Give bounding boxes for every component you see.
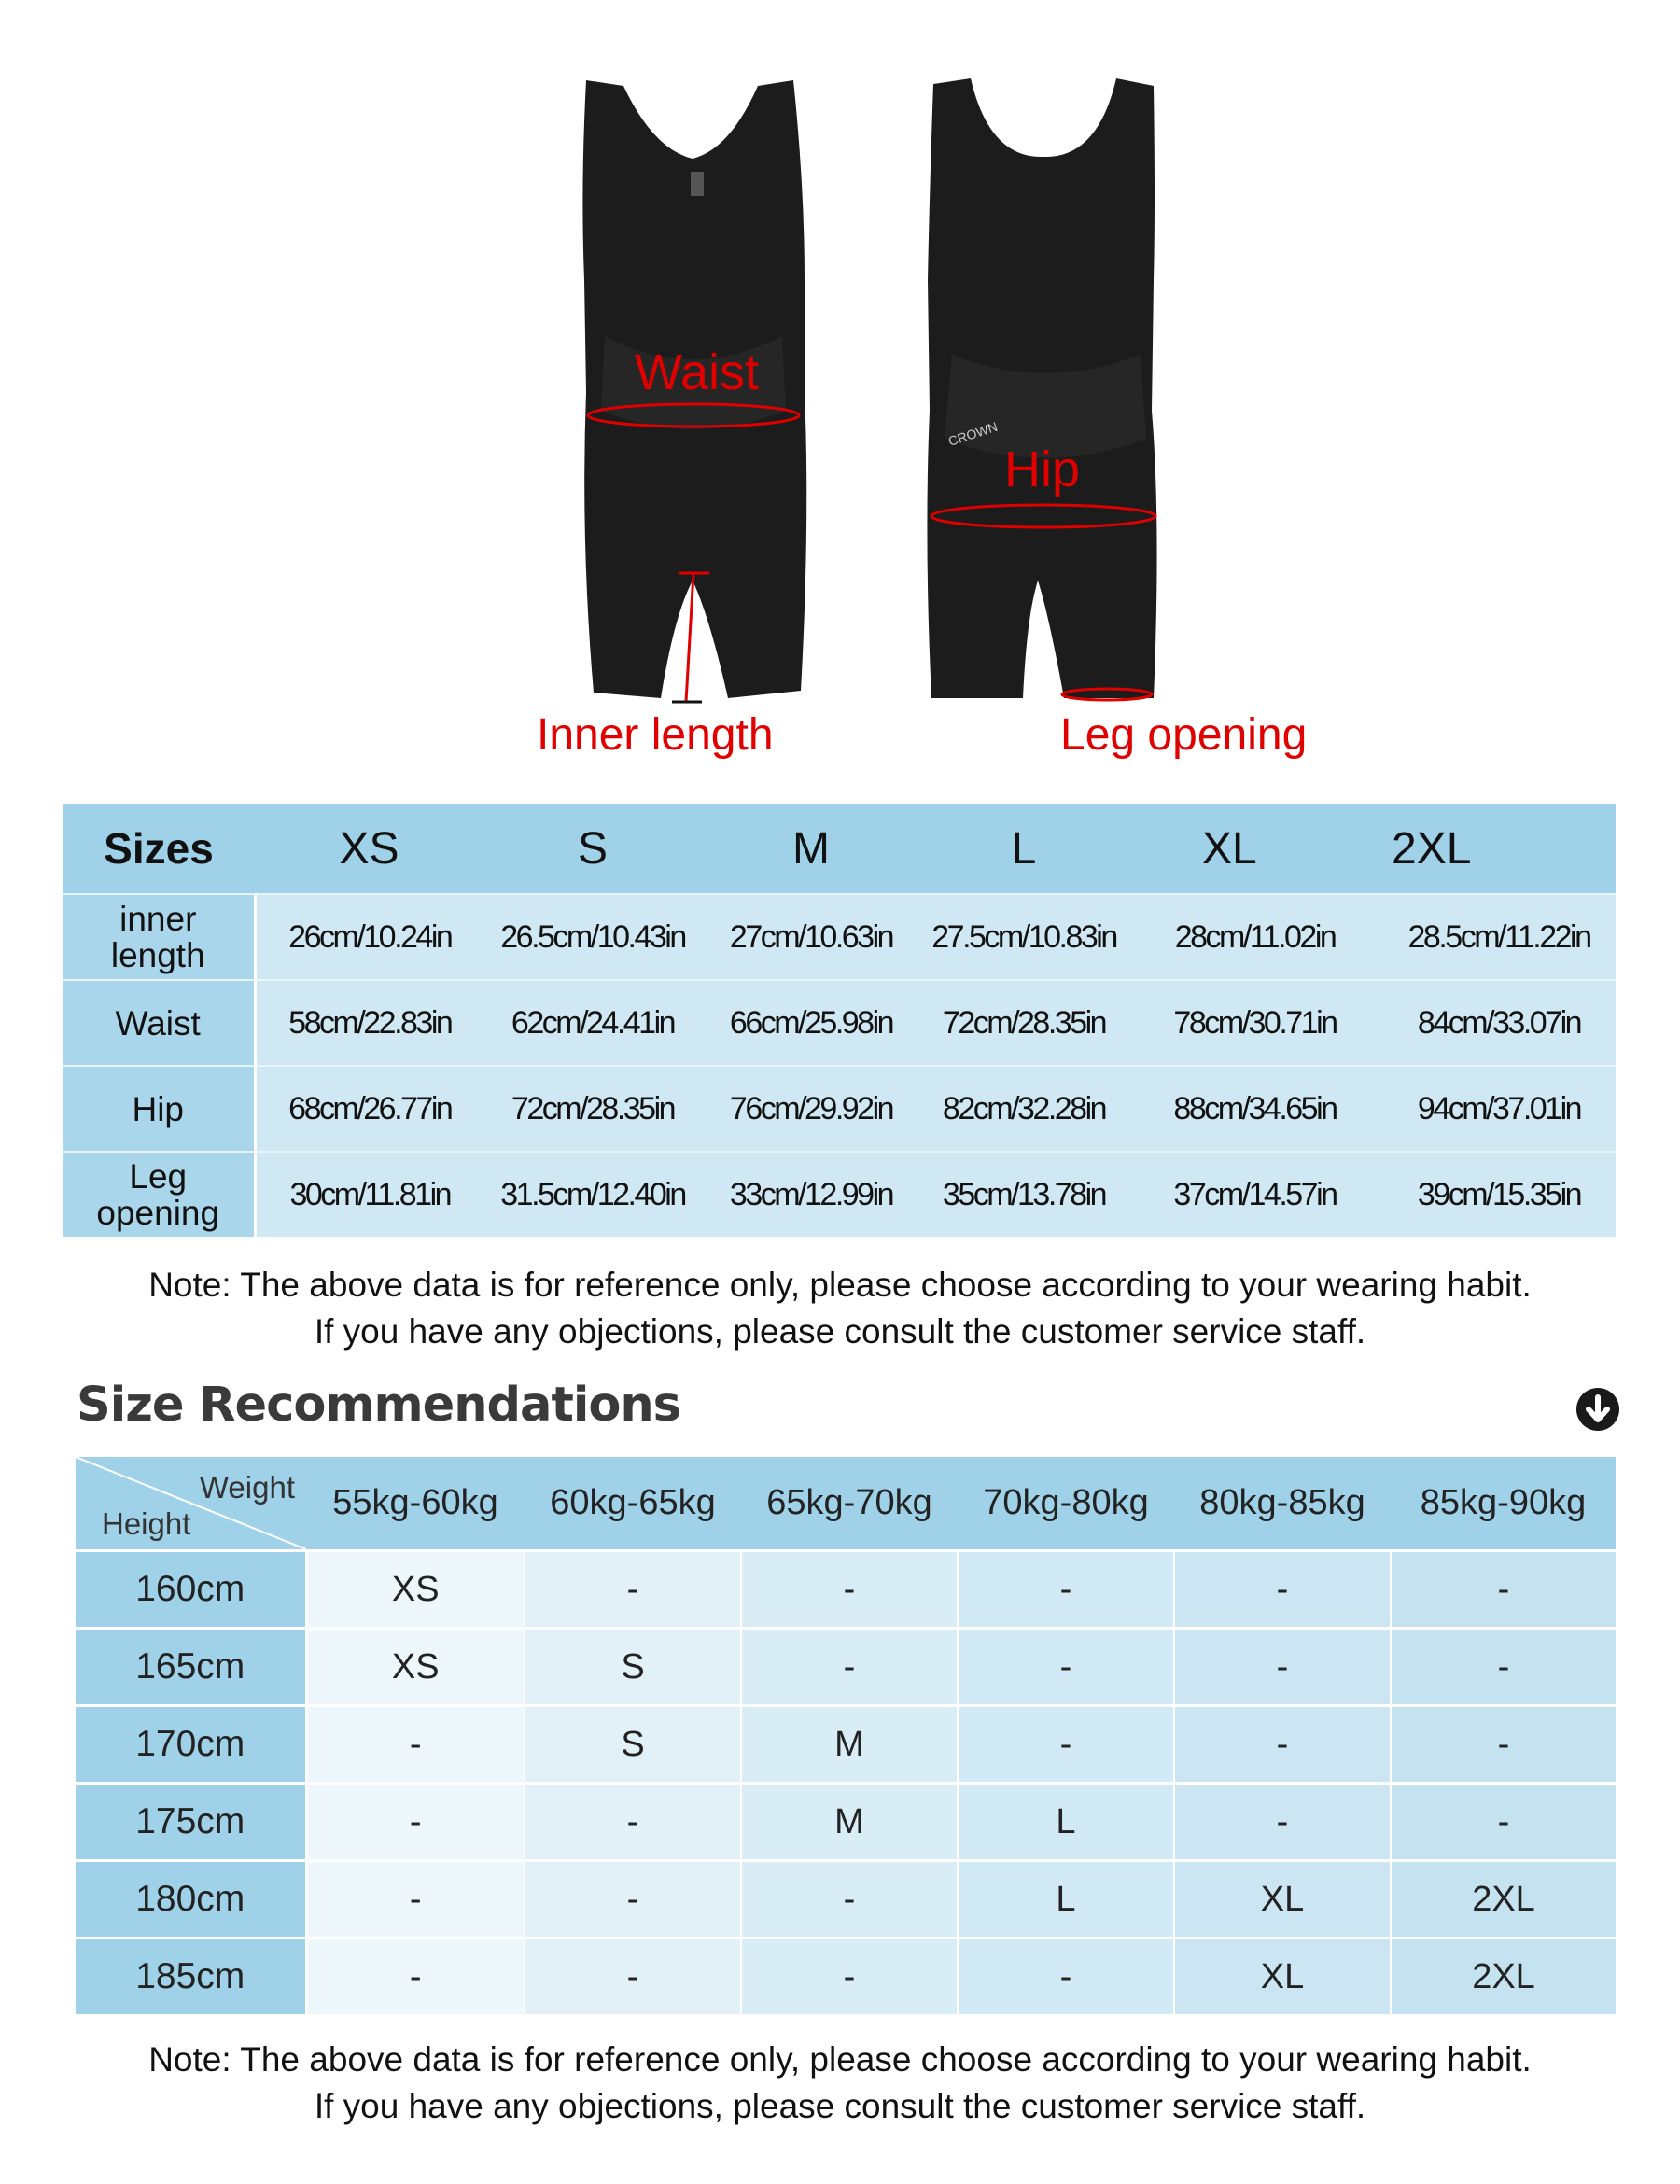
size-cell: 31.5cm/12.40in: [483, 1152, 702, 1237]
rec-cell: 2XL: [1391, 1861, 1616, 1939]
size-cell: 26.5cm/10.43in: [483, 894, 702, 980]
rec-cell: -: [1174, 1784, 1391, 1861]
rec-cell: -: [525, 1551, 741, 1629]
size-header: L: [920, 804, 1127, 894]
measure-label: Waist: [63, 980, 255, 1066]
size-cell: 27cm/10.63in: [702, 894, 920, 980]
size-cell: 82cm/32.28in: [920, 1066, 1127, 1152]
size-header: XL: [1127, 804, 1382, 894]
size-cell: 37cm/14.57in: [1127, 1152, 1382, 1237]
height-label: 175cm: [76, 1784, 306, 1861]
rec-cell: -: [525, 1784, 741, 1861]
size-row-hip: [63, 1066, 1616, 1152]
size-cell: 88cm/34.65in: [1127, 1066, 1382, 1152]
rec-cell: XS: [306, 1551, 525, 1629]
height-label: 180cm: [76, 1861, 306, 1939]
size-cell: 62cm/24.41in: [483, 980, 702, 1066]
size-cell: 35cm/13.78in: [920, 1152, 1127, 1237]
table-row: [76, 1861, 1616, 1939]
size-cell: 66cm/25.98in: [702, 980, 920, 1066]
weight-header: 55kg-60kg: [306, 1457, 525, 1551]
rec-cell: -: [525, 1861, 741, 1939]
rec-cell: -: [1391, 1629, 1616, 1706]
rec-cell: -: [1174, 1551, 1391, 1629]
weight-header: 85kg-90kg: [1391, 1457, 1616, 1551]
table-row: [76, 1939, 1616, 2015]
rec-cell: -: [741, 1629, 958, 1706]
size-cell: 27.5cm/10.83in: [920, 894, 1127, 980]
table-corner: [76, 1457, 306, 1551]
size-cell: 28cm/11.02in: [1127, 894, 1382, 980]
rec-cell: -: [306, 1939, 525, 2015]
rec-cell: L: [958, 1784, 1174, 1861]
rec-cell: -: [525, 1939, 741, 2015]
rec-cell: M: [741, 1706, 958, 1784]
size-header: S: [483, 804, 702, 894]
note-line-2-bottom: If you have any objections, please consult the customer service staff.: [314, 2087, 1366, 2125]
inner-length-label: Inner length: [537, 710, 774, 760]
size-cell: 76cm/29.92in: [702, 1066, 920, 1152]
rec-cell: -: [958, 1551, 1174, 1629]
height-axis-label: Height: [102, 1506, 191, 1541]
rec-cell: -: [958, 1706, 1174, 1784]
height-label: 160cm: [76, 1551, 306, 1629]
rec-cell: -: [741, 1551, 958, 1629]
arrow-down-circle-icon[interactable]: [1575, 1387, 1620, 1432]
bib-shorts-illustration: [0, 0, 1680, 775]
rec-cell: S: [525, 1706, 741, 1784]
size-row-waist: [63, 980, 1616, 1066]
hip-label: Hip: [1004, 441, 1081, 497]
table-row: [76, 1706, 1616, 1784]
measure-label: inner length: [63, 894, 255, 980]
table-row: [76, 1784, 1616, 1861]
rec-cell: -: [1391, 1784, 1616, 1861]
weight-header: 60kg-65kg: [525, 1457, 741, 1551]
weight-header-row: [76, 1457, 1616, 1551]
size-header-row: [63, 804, 1616, 894]
rec-cell: -: [958, 1939, 1174, 2015]
rec-cell: 2XL: [1391, 1939, 1616, 2015]
size-cell: 94cm/37.01in: [1382, 1066, 1616, 1152]
rec-cell: -: [1391, 1551, 1616, 1629]
measure-label: Hip: [63, 1066, 255, 1152]
rec-cell: XS: [306, 1629, 525, 1706]
size-cell: 28.5cm/11.22in: [1382, 894, 1616, 980]
weight-header: 80kg-85kg: [1174, 1457, 1391, 1551]
size-cell: 84cm/33.07in: [1382, 980, 1616, 1066]
rec-cell: -: [306, 1861, 525, 1939]
note-line-2: If you have any objections, please consult the customer service staff.: [314, 1312, 1366, 1351]
measure-label: Leg opening: [63, 1152, 255, 1237]
size-cell: 39cm/15.35in: [1382, 1152, 1616, 1237]
size-cell: 72cm/28.35in: [483, 1066, 702, 1152]
size-row-inner-length: [63, 894, 1616, 980]
rec-cell: -: [741, 1861, 958, 1939]
height-label: 170cm: [76, 1706, 306, 1784]
height-label: 165cm: [76, 1629, 306, 1706]
rec-cell: -: [1174, 1629, 1391, 1706]
size-cell: 78cm/30.71in: [1127, 980, 1382, 1066]
note-line-1-bottom: Note: The above data is for reference only, please choose according to your wearing habit.: [148, 2040, 1532, 2079]
size-header: M: [702, 804, 920, 894]
size-chart-table: [63, 804, 1616, 1237]
size-row-leg-opening: [63, 1152, 1616, 1237]
weight-header: 65kg-70kg: [741, 1457, 958, 1551]
rec-cell: -: [1391, 1706, 1616, 1784]
rec-cell: -: [741, 1939, 958, 2015]
waist-label: Waist: [635, 344, 759, 400]
size-cell: 30cm/11.81in: [255, 1152, 483, 1237]
rec-cell: S: [525, 1629, 741, 1706]
rec-cell: XL: [1174, 1939, 1391, 2015]
size-cell: 58cm/22.83in: [255, 980, 483, 1066]
brand-mark: CROWN: [945, 418, 1000, 449]
size-cell: 33cm/12.99in: [702, 1152, 920, 1237]
size-cell: 26cm/10.24in: [255, 894, 483, 980]
size-header: XS: [255, 804, 483, 894]
height-label: 185cm: [76, 1939, 306, 2015]
size-header: 2XL: [1382, 804, 1616, 894]
size-cell: 68cm/26.77in: [255, 1066, 483, 1152]
bib-shorts-back: [927, 78, 1156, 700]
note-line-1: Note: The above data is for reference only, please choose according to your wearing habit.: [148, 1266, 1532, 1304]
size-recommendation-table: [76, 1457, 1616, 2014]
table-row: [76, 1551, 1616, 1629]
rec-cell: -: [958, 1629, 1174, 1706]
rec-cell: -: [306, 1784, 525, 1861]
leg-opening-label: Leg opening: [1060, 710, 1308, 760]
size-cell: 72cm/28.35in: [920, 980, 1127, 1066]
rec-cell: XL: [1174, 1861, 1391, 1939]
table-row: [76, 1629, 1616, 1706]
rec-cell: L: [958, 1861, 1174, 1939]
weight-axis-label: Weight: [199, 1470, 295, 1505]
weight-header: 70kg-80kg: [958, 1457, 1174, 1551]
size-recommendations-title: Size Recommendations: [77, 1378, 681, 1433]
rec-cell: -: [1174, 1706, 1391, 1784]
rec-cell: M: [741, 1784, 958, 1861]
rec-cell: -: [306, 1706, 525, 1784]
sizes-corner: Sizes: [63, 804, 255, 894]
